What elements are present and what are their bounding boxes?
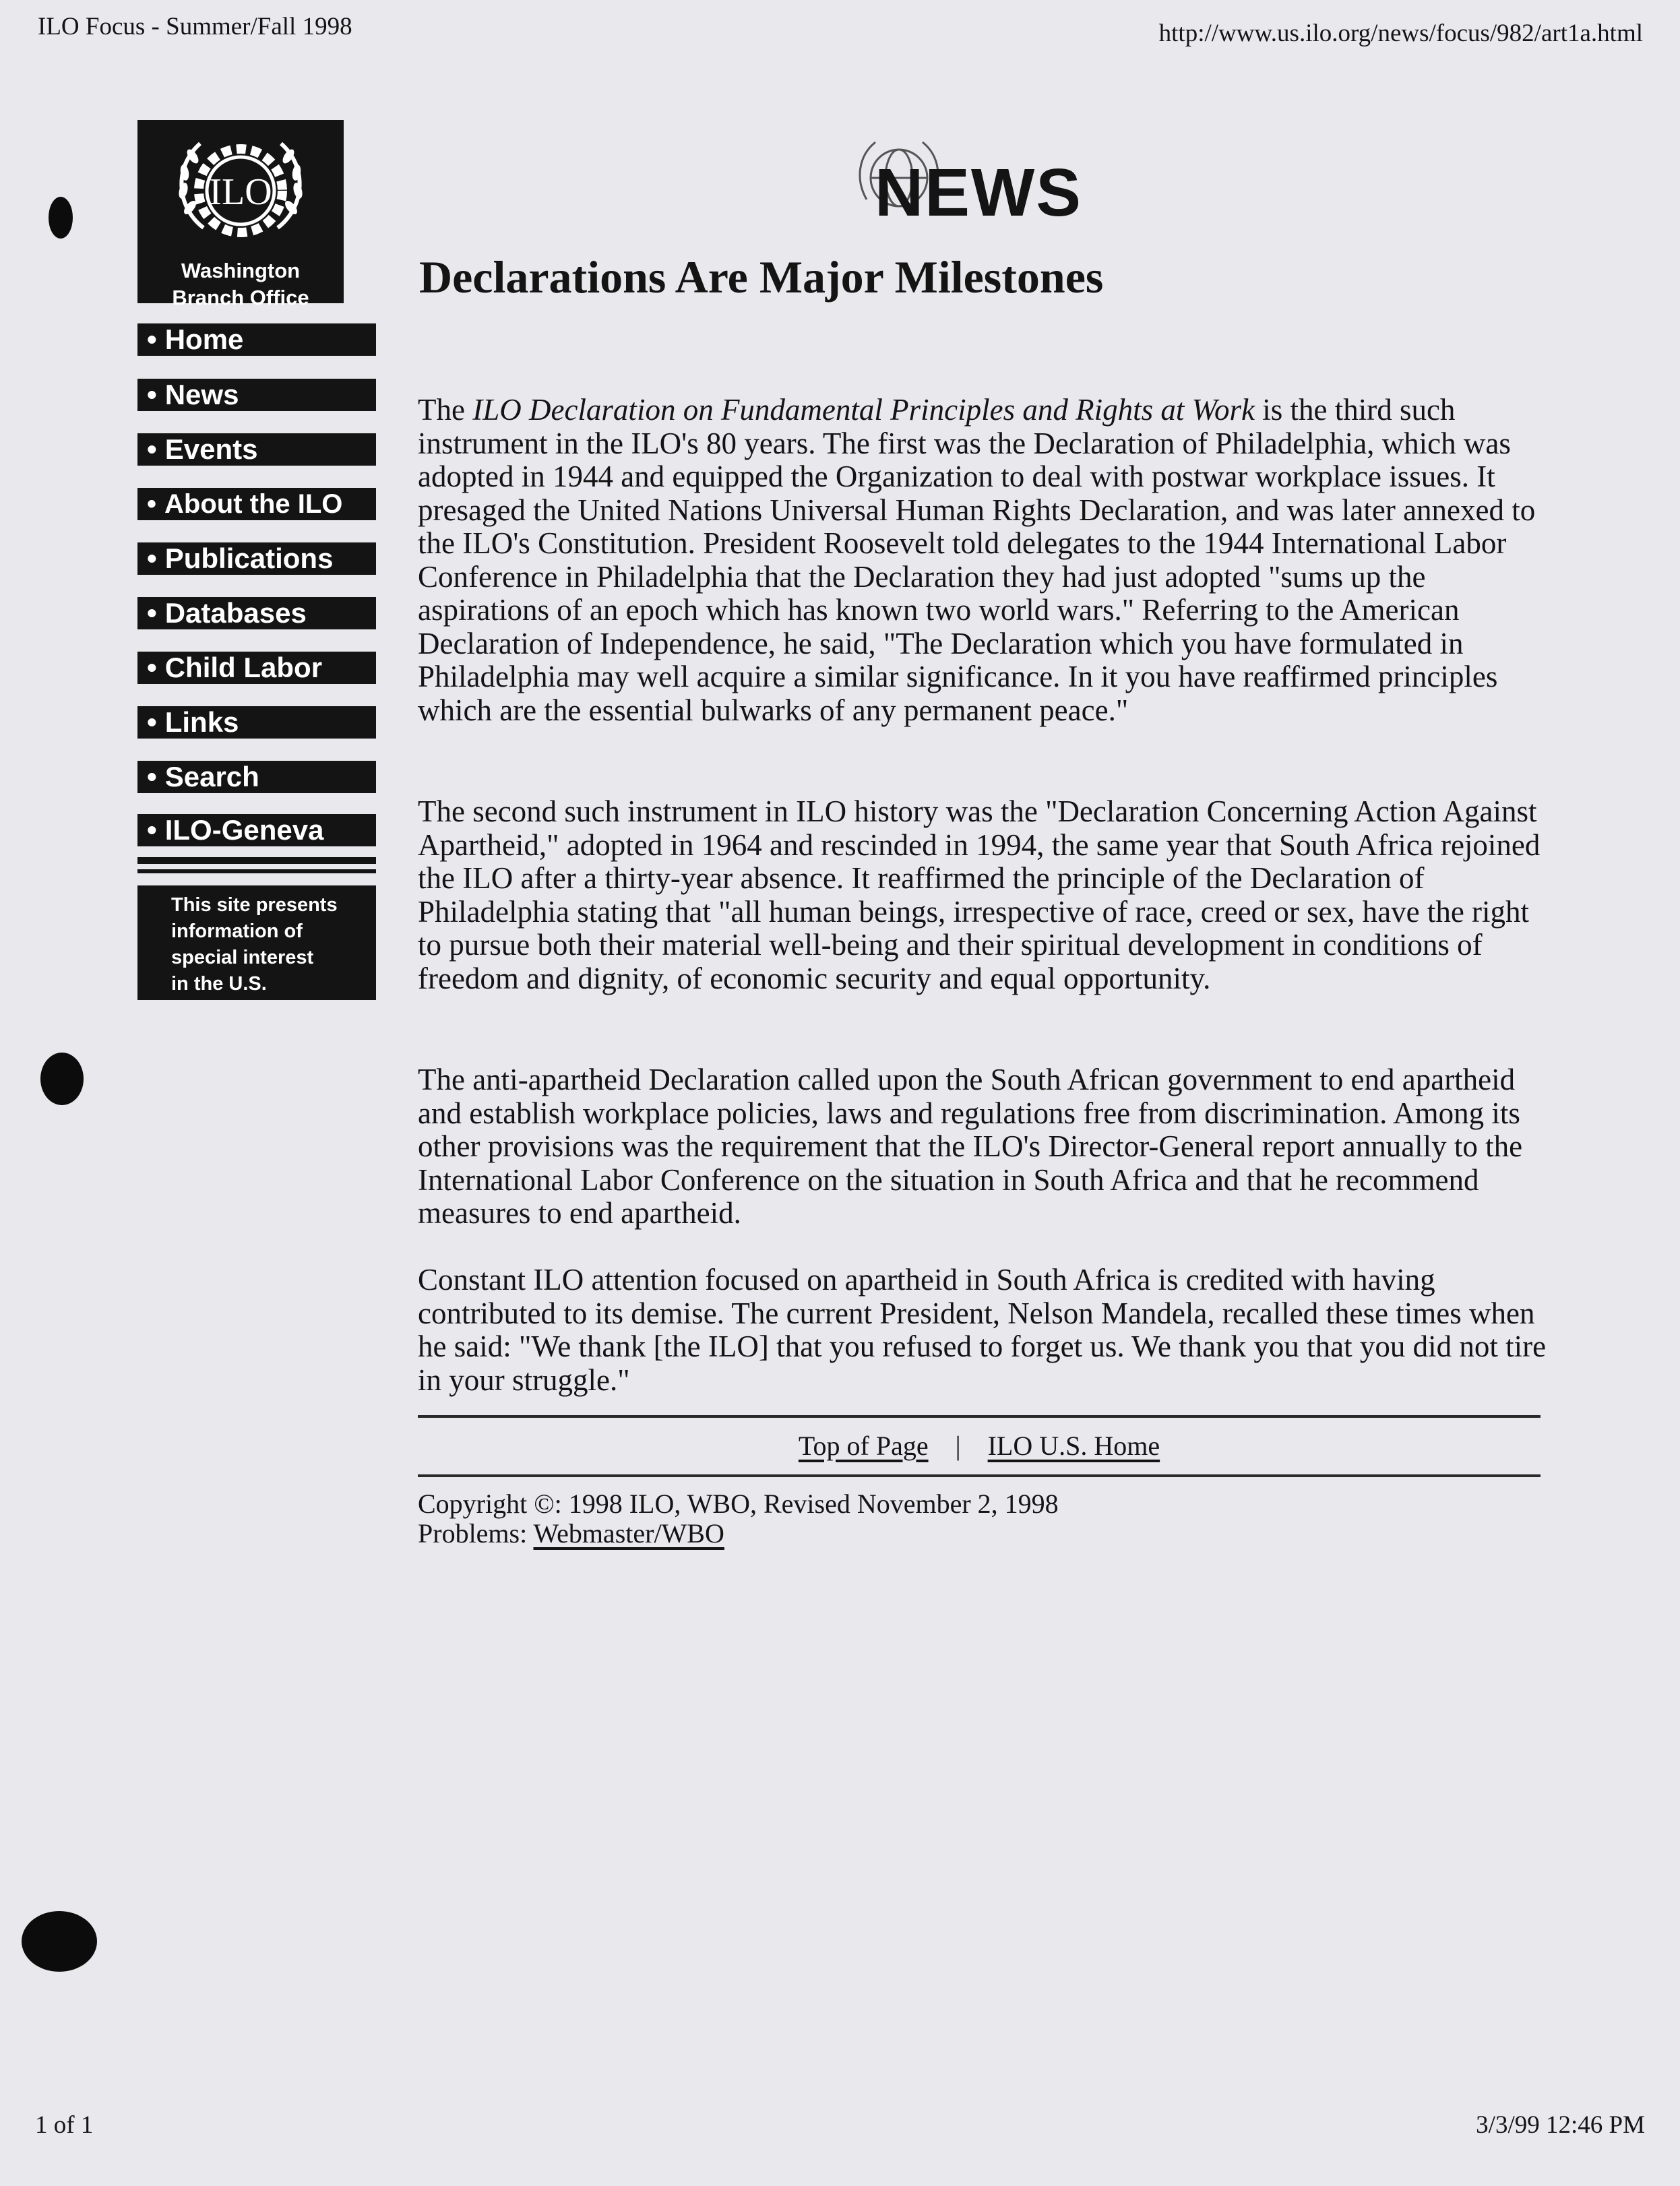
declaration-title-italic: ILO Declaration on Fundamental Principles and Rights at Work [472,393,1255,427]
top-of-page-link[interactable]: Top of Page [798,1431,929,1461]
ilo-us-home-link[interactable]: ILO U.S. Home [987,1431,1160,1461]
print-footer-page: 1 of 1 [35,2111,94,2139]
nav-events[interactable]: • Events [137,433,376,466]
nav-child-labor[interactable]: • Child Labor [137,652,376,684]
sidebar-divider [137,869,376,873]
nav-label: Events [164,433,258,465]
nav-label: Databases [164,597,307,629]
nav-label: Publications [164,542,334,574]
nav-search[interactable]: • Search [137,761,376,793]
nav-ilo-geneva[interactable]: • ILO-Geneva [137,814,376,846]
problems-line [418,1519,724,1549]
copyright-text: Copyright ©: 1998 ILO, WBO, Revised November 2, 1998 [418,1489,1059,1519]
nav-label: Search [164,761,259,792]
sidebar-divider [137,857,376,864]
problems-label: Problems: [418,1518,534,1549]
nav-label: Links [164,706,239,738]
punch-hole-middle [40,1053,84,1105]
nav-label: About the ILO [164,489,343,519]
page-title: Declarations Are Major Milestones [419,251,1104,303]
news-banner [845,132,1128,230]
nav-about-the-ilo[interactable]: • About the ILO [137,488,376,520]
footer-rule [418,1415,1541,1418]
article-paragraph-1 [418,394,1550,727]
article-paragraph-2: The second such instrument in ILO history was the "Declaration Concerning Action Against Apartheid," adopted in 1964 and rescinded in 1994, the same year that South Africa rejoined the ILO after a thirty-year absence. It reaffirmed the principle of the Declaration of Philadelphia stating that "all human beings, irrespective of race, creed or sex, have the right to pursue both their material well-being and their spiritual development in conditions of freedom and dignity, of economic security and equal opportunity. [418,794,1541,995]
punch-hole-bottom [22,1911,97,1972]
paragraph-text: is the third such instrument in the ILO's 80 years. The first was the Declaration of Philadelphia, which was adopted in 1944 and equipped the Organization to deal with postwar workplace issues. It presaged the United Nations Universal Human Rights Declaration, and was later annexed to the ILO's Constitution. President Roosevelt told delegates to the 1944 International Labor Conference in Philadelphia that the Declaration they had just adopted "sums up the aspirations of an epoch which has known two world wars." Referring to the American Declaration of Independence, he said, "The Declaration which you have formulated in Philadelphia may well acquire a similar significance. In it you have reaffirmed principles which are the essential bulwarks of any permanent peace." [418,393,1536,727]
nav-label: ILO-Geneva [164,814,324,846]
webmaster-link[interactable]: Webmaster/WBO [533,1518,724,1549]
nav-links[interactable]: • Links [137,706,376,739]
print-header-title: ILO Focus - Summer/Fall 1998 [38,13,352,40]
link-separator: | [955,1431,961,1461]
print-header-url: http://www.us.ilo.org/news/focus/982/art1a.html [1158,20,1643,47]
paragraph-text: The [418,393,473,427]
article-paragraph-3: The anti-apartheid Declaration called upon the South African government to end apartheid and establish workplace policies, laws and regulations free from discrimination. Among its other provisions was the requirement that the ILO's Director-General report annually to the International Labor Conference on the situation in South Africa and that he recommend measures to end apartheid. [418,1063,1523,1230]
logo-caption: Washington Branch Office [172,259,309,309]
ilo-washington-logo[interactable] [137,120,344,309]
nav-label: Child Labor [164,652,323,683]
footer-rule [418,1474,1541,1477]
nav-home[interactable]: • Home [137,323,376,356]
article-paragraph-4: Constant ILO attention focused on apartheid in South Africa is credited with having contributed to its demise. The current President, Nelson Mandela, recalled these times when he said: "We thank [the ILO] that you refused to forget us. We thank you that you did not tire in your struggle." [418,1263,1547,1397]
nav-label: News [164,379,239,410]
ilo-emblem-text: ILO [209,171,272,213]
nav-publications[interactable]: • Publications [137,542,376,575]
ilo-emblem-icon [163,127,318,255]
sidebar-note: This site presents information of special interest in the U.S. [137,885,376,1000]
nav-databases[interactable]: • Databases [137,597,376,629]
nav-news[interactable]: • News [137,379,376,411]
news-heading: NEWS [875,155,1082,230]
punch-hole-top [49,197,73,239]
footer-links [418,1430,1541,1462]
print-footer-date: 3/3/99 12:46 PM [1476,2111,1645,2139]
nav-label: Home [164,323,244,355]
